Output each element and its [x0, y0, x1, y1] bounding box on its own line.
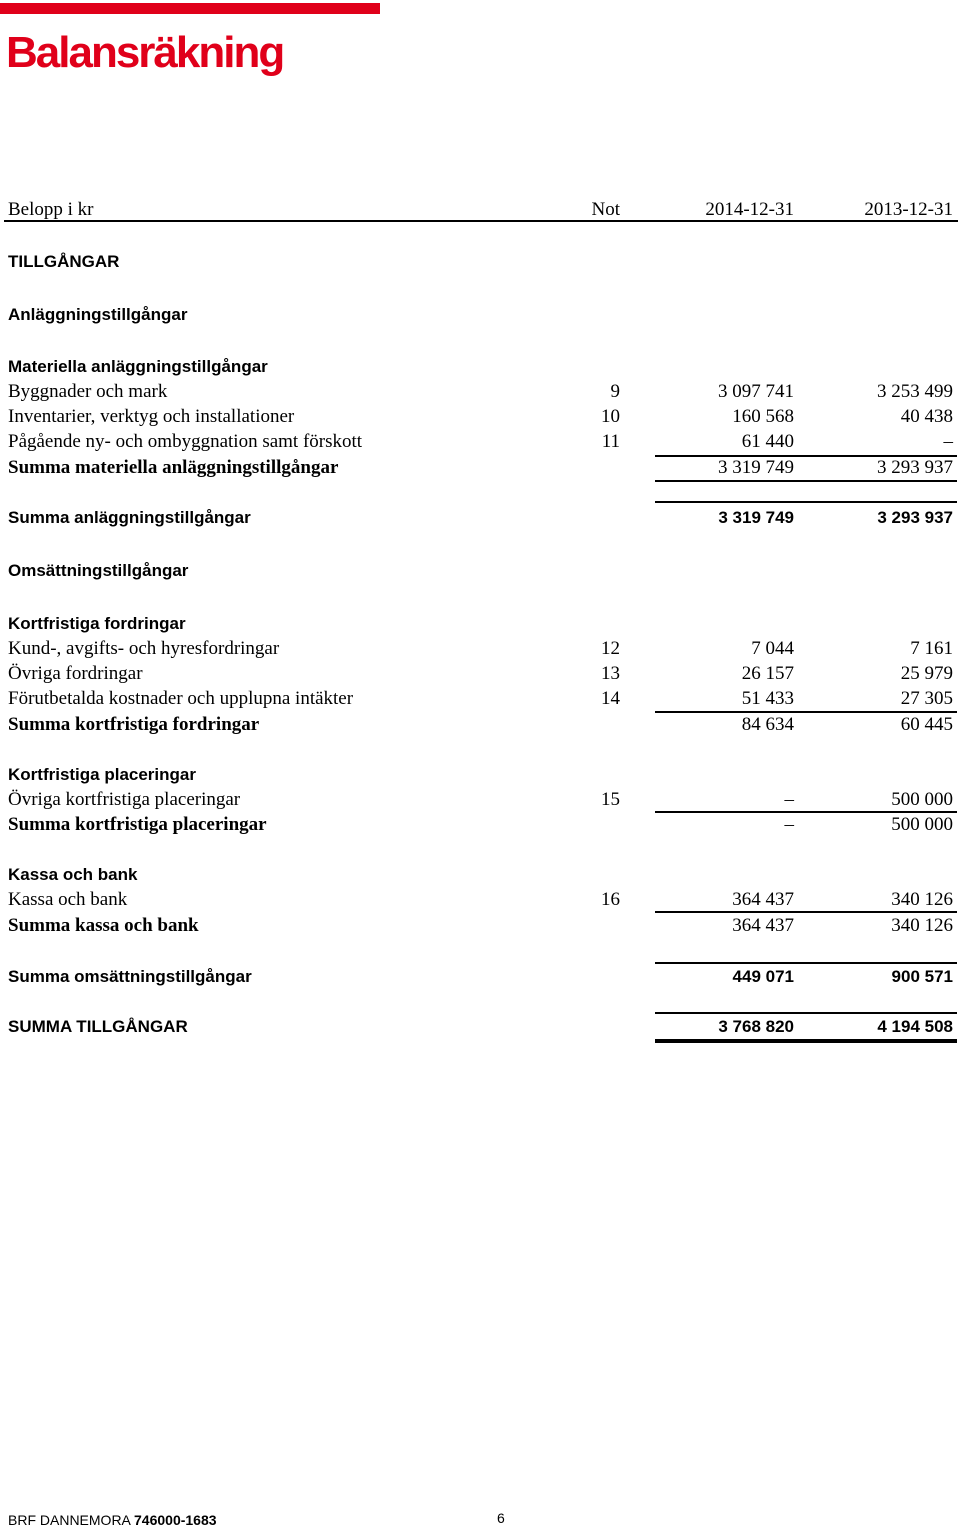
double-rule: [655, 1039, 957, 1043]
table-row: Kund-, avgifts- och hyresfordringar 12 7 044 7 161: [8, 638, 953, 659]
section-heading: Omsättningstillgångar: [8, 561, 189, 580]
header-label: Belopp i kr: [8, 199, 94, 220]
sum-row: Summa kortfristiga placeringar – 500 000: [8, 814, 953, 835]
table-header: [0, 197, 960, 222]
table-row: Förutbetalda kostnader och upplupna intäkter 14 51 433 27 305: [8, 688, 953, 709]
subsection-heading: Kassa och bank: [8, 865, 138, 884]
total-row: Summa omsättningstillgångar 449 071 900 571: [8, 967, 953, 986]
sum-row: Summa kassa och bank 364 437 340 126: [8, 915, 953, 936]
table-row: Byggnader och mark 9 3 097 741 3 253 499: [8, 381, 953, 402]
subsection-heading: Materiella anläggningstillgångar: [8, 357, 268, 376]
header-col-2014: 2014-12-31: [705, 199, 794, 220]
org-number: 746000-1683: [134, 1512, 217, 1528]
grand-total-row: SUMMA TILLGÅNGAR 3 768 820 4 194 508: [8, 1017, 953, 1036]
header-note: Not: [591, 199, 620, 220]
page-title: Balansräkning: [6, 28, 284, 77]
sum-row: Summa kortfristiga fordringar 84 634 60 445: [8, 714, 953, 735]
brand-bar: [0, 3, 380, 14]
company-name: BRF DANNEMORA: [8, 1512, 131, 1528]
table-row: Inventarier, verktyg och installationer 10 160 568 40 438: [8, 406, 953, 427]
page-number: 6: [497, 1510, 505, 1526]
header-col-2013: 2013-12-31: [864, 199, 953, 220]
table-row: Övriga kortfristiga placeringar 15 – 500 000: [8, 789, 953, 810]
sum-rule: [655, 480, 957, 482]
sum-rule: [655, 501, 957, 503]
subsection-heading: Kortfristiga placeringar: [8, 765, 196, 784]
footer-company: [8, 1511, 217, 1529]
table-row: Övriga fordringar 13 26 157 25 979: [8, 663, 953, 684]
table-row: Pågående ny- och ombyggnation samt förskott 11 61 440 –: [8, 431, 953, 452]
header-rule: [4, 220, 958, 222]
subsection-heading: Kortfristiga fordringar: [8, 614, 186, 633]
section-heading: Anläggningstillgångar: [8, 305, 188, 324]
table-row: Kassa och bank 16 364 437 340 126: [8, 889, 953, 910]
section-heading: TILLGÅNGAR: [8, 252, 120, 271]
total-row: Summa anläggningstillgångar 3 319 749 3 293 937: [8, 508, 953, 527]
sum-row: Summa materiella anläggningstillgångar 3 319 749 3 293 937: [8, 457, 953, 478]
